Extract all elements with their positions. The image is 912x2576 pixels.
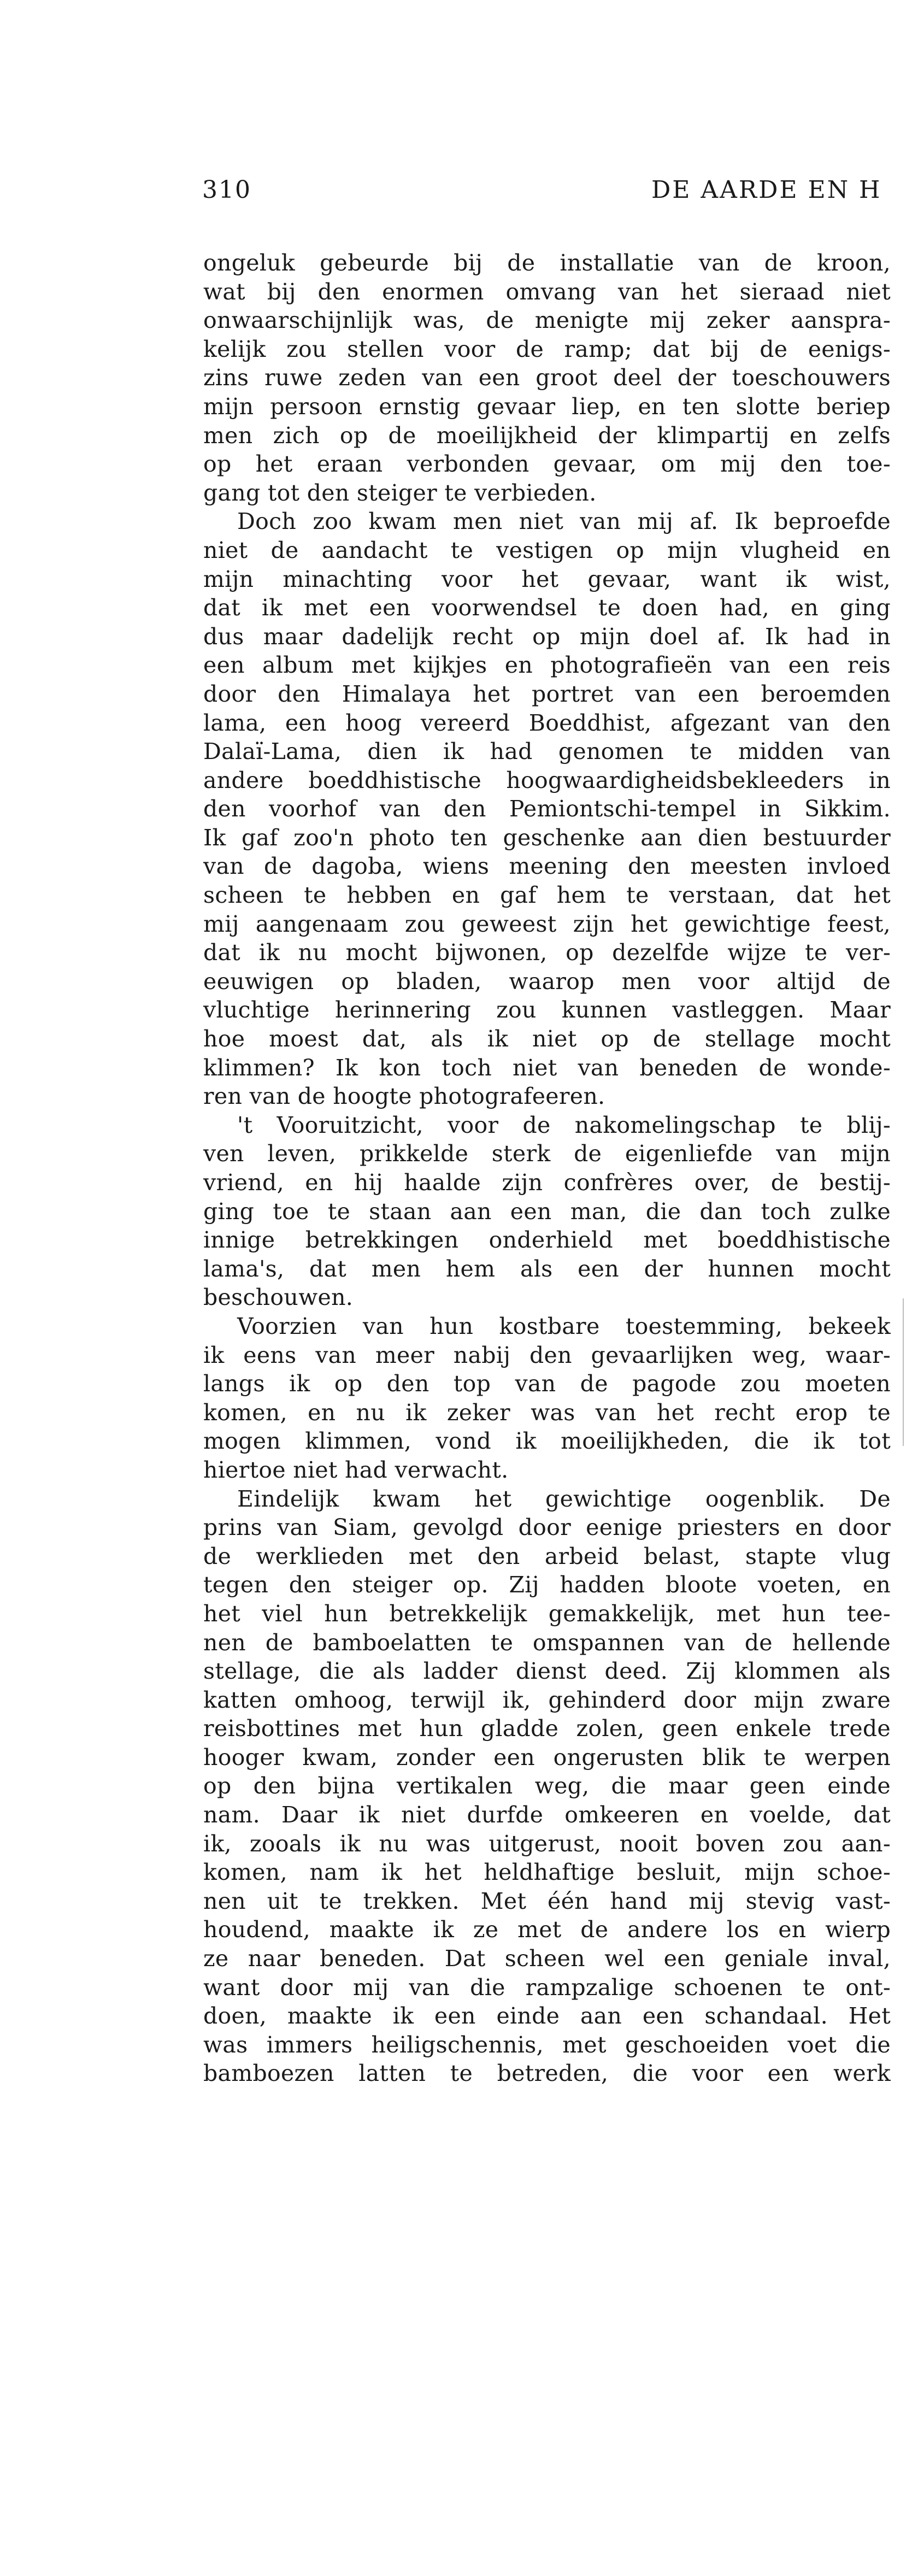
text-line: niet de aandacht te vestigen op mijn vlugheid en <box>203 537 891 563</box>
text-line: ren van de hoogte photografeeren. <box>203 1083 605 1110</box>
text-line: want door mij van die rampzalige schoenen te ont- <box>203 1974 891 2001</box>
text-line: mijn persoon ernstig gevaar liep, en ten slotte beriep <box>203 393 891 420</box>
text-line: nen de bamboelatten te omspannen van de hellende <box>203 1629 891 1656</box>
text-line: dus maar dadelijk recht op mijn doel af. Ik had in <box>203 623 891 650</box>
page-number: 310 <box>202 176 251 204</box>
text-line: lama's, dat men hem als een der hunnen mocht <box>203 1255 891 1282</box>
text-line: nen uit te trekken. Met één hand mij stevig vast- <box>203 1887 891 1914</box>
text-line: ik eens van meer nabij den gevaarlijken weg, waar- <box>203 1342 891 1368</box>
text-line: van de dagoba, wiens meening den meesten invloed <box>203 853 891 880</box>
text-line: de werklieden met den arbeid belast, stapte vlug <box>203 1543 891 1569</box>
text-line: eeuwigen op bladen, waarop men voor altijd de <box>203 968 891 995</box>
body-text <box>203 249 891 2088</box>
text-line: stellage, die als ladder dienst deed. Zij klommen als <box>203 1658 891 1685</box>
text-line: een album met kijkjes en photografieën van een reis <box>203 652 891 679</box>
text-line: was immers heiligschennis, met geschoeiden voet die <box>203 2031 891 2058</box>
paragraph <box>203 507 891 1110</box>
text-line: ik, zooals ik nu was uitgerust, nooit boven zou aan- <box>203 1830 891 1857</box>
text-line: door den Himalaya het portret van een beroemden <box>203 680 891 707</box>
text-line: reisbottines met hun gladde zolen, geen enkele trede <box>203 1715 891 1742</box>
text-line: gang tot den steiger te verbieden. <box>203 479 597 506</box>
text-line: beschouwen. <box>203 1284 354 1311</box>
paragraph <box>203 1485 891 2088</box>
text-line: nam. Daar ik niet durfde omkeeren en voelde, dat <box>203 1802 891 1828</box>
text-line: mij aangenaam zou geweest zijn het gewichtige feest, <box>203 910 891 937</box>
text-line: hiertoe niet had verwacht. <box>203 1456 509 1483</box>
text-line: mogen klimmen, vond ik moeilijkheden, die ik tot <box>203 1428 891 1455</box>
text-line: vriend, en hij haalde zijn confrères over, de bestij- <box>203 1169 891 1196</box>
paragraph <box>203 1111 891 1312</box>
margin-mark <box>903 1298 904 1446</box>
text-line: ongeluk gebeurde bij de installatie van de kroon, <box>203 250 891 276</box>
text-line: kelijk zou stellen voor de ramp; dat bij de eenigs- <box>203 336 891 362</box>
text-line: Ik gaf zoo'n photo ten geschenke aan dien bestuurder <box>203 824 891 851</box>
text-line: dat ik met een voorwendsel te doen had, en ging <box>203 595 891 621</box>
text-line: ven leven, prikkelde sterk de eigenliefde van mijn <box>203 1140 891 1167</box>
running-title: DE AARDE EN H <box>651 176 882 204</box>
text-line: bamboezen latten te betreden, die voor een werk <box>203 2060 891 2087</box>
text-line: het viel hun betrekkelijk gemakkelijk, met hun tee- <box>203 1600 891 1627</box>
text-line: langs ik op den top van de pagode zou moeten <box>203 1371 891 1397</box>
text-line: katten omhoog, terwijl ik, gehinderd door mijn zware <box>203 1686 891 1713</box>
text-line: komen, nam ik het heldhaftige besluit, mijn schoe- <box>203 1859 891 1886</box>
text-line: Doch zoo kwam men niet van mij af. Ik beproefde <box>237 508 891 535</box>
paragraph <box>203 1312 891 1485</box>
text-line: men zich op de moeilijkheid der klimpartij en zelfs <box>203 422 891 449</box>
text-line: scheen te hebben en gaf hem te verstaan, dat het <box>203 882 891 909</box>
text-line: tegen den steiger op. Zij hadden bloote voeten, en <box>203 1572 891 1598</box>
text-line: den voorhof van den Pemiontschi-tempel in Sikkim. <box>203 796 891 822</box>
text-line: op den bijna vertikalen weg, die maar geen einde <box>203 1773 891 1799</box>
running-head <box>0 176 912 209</box>
text-line: innige betrekkingen onderhield met boeddhistische <box>203 1227 891 1254</box>
text-line: hooger kwam, zonder een ongerusten blik te werpen <box>203 1744 891 1771</box>
text-line: Eindelijk kwam het gewichtige oogenblik. De <box>237 1485 891 1512</box>
text-line: 't Vooruitzicht, voor de nakomelingschap te blij- <box>237 1111 891 1138</box>
text-line: houdend, maakte ik ze met de andere los en wierp <box>203 1916 891 1943</box>
text-line: onwaarschijnlijk was, de menigte mij zeker aanspra- <box>203 307 891 334</box>
text-line: dat ik nu mocht bijwonen, op dezelfde wijze te ver- <box>203 939 891 966</box>
text-line: doen, maakte ik een einde aan een schandaal. Het <box>203 2003 891 2030</box>
text-line: ze naar beneden. Dat scheen wel een geniale inval, <box>203 1945 891 1972</box>
text-line: hoe moest dat, als ik niet op de stellage mocht <box>203 1026 891 1052</box>
text-line: prins van Siam, gevolgd door eenige priesters en door <box>203 1514 891 1541</box>
text-line: op het eraan verbonden gevaar, om mij den toe- <box>203 451 891 478</box>
text-line: Dalaï-Lama, dien ik had genomen te midden van <box>203 738 891 765</box>
text-line: wat bij den enormen omvang van het sieraad niet <box>203 278 891 305</box>
text-line: komen, en nu ik zeker was van het recht erop te <box>203 1399 891 1426</box>
text-line: zins ruwe zeden van een groot deel der toeschouwers <box>203 364 891 391</box>
text-line: lama, een hoog vereerd Boeddhist, afgezant van den <box>203 709 891 736</box>
text-line: Voorzien van hun kostbare toestemming, bekeek <box>237 1313 891 1339</box>
text-line: klimmen? Ik kon toch niet van beneden de wonde- <box>203 1054 891 1081</box>
text-line: vluchtige herinnering zou kunnen vastleggen. Maar <box>203 997 891 1024</box>
text-line: ging toe te staan aan een man, die dan toch zulke <box>203 1198 891 1225</box>
text-line: andere boeddhistische hoogwaardigheidsbekleeders in <box>203 767 891 793</box>
paragraph <box>203 249 891 507</box>
text-line: mijn minachting voor het gevaar, want ik wist, <box>203 566 891 592</box>
